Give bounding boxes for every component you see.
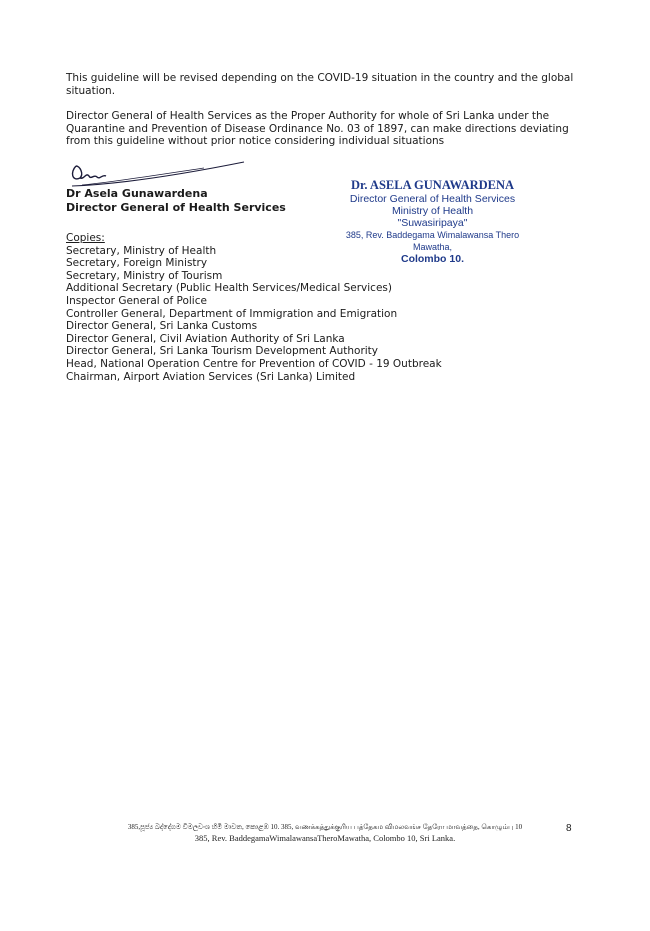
copy-recipient: Director General, Sri Lanka Customs — [66, 320, 258, 333]
revision-paragraph: This guideline will be revised depending on the COVID-19 situation in the country and the global situation. — [66, 72, 574, 97]
copies-heading: Copies: — [66, 232, 105, 244]
copy-recipient: Director General, Civil Aviation Authority of Sri Lanka — [66, 332, 345, 345]
footer-address-local: 385,පූජ්‍ය බද්දේගම විමලවංශ හිමි මාවත, කොළඹ 10. 385, வணக்கத்துக்குரிய பத்தேகம விமலவங்ச தேரோ மாவத்தை, கொழும்பு 10 — [127, 823, 523, 831]
stamp-name: Dr. ASELA GUNAWARDENA — [350, 178, 515, 192]
stamp-line: "Suwasiripaya" — [397, 217, 468, 229]
page-number: 8 — [566, 823, 572, 834]
stamp-address: 385, Rev. Baddegama Wimalawansa Thero Mawatha, — [345, 230, 520, 252]
copy-recipient: Director General, Sri Lanka Tourism Development Authority — [66, 345, 379, 358]
stamp-line: Ministry of Health — [391, 205, 474, 217]
stamp-city: Colombo 10. — [400, 253, 464, 265]
copy-recipient: Head, National Operation Centre for Prevention of COVID - 19 Outbreak — [66, 357, 442, 370]
page-footer — [80, 822, 570, 844]
footer-address-english: 385, Rev. BaddegamaWimalawansaTheroMawatha, Colombo 10, Sri Lanka. — [194, 833, 456, 843]
copy-recipient: Secretary, Ministry of Health — [66, 244, 217, 257]
copy-recipient: Chairman, Airport Aviation Services (Sri Lanka) Limited — [66, 370, 356, 383]
copy-recipient: Secretary, Ministry of Tourism — [66, 269, 223, 282]
copy-recipient: Inspector General of Police — [66, 294, 207, 307]
copy-recipient: Additional Secretary (Public Health Services/Medical Services) — [66, 282, 392, 295]
copies-list — [66, 232, 442, 383]
stamp-line: Director General of Health Services — [349, 193, 516, 205]
signer-title: Director General of Health Services — [66, 201, 286, 214]
signer-name: Dr Asela Gunawardena — [66, 187, 208, 200]
authority-paragraph: Director General of Health Services as the Proper Authority for whole of Sri Lanka under the Quarantine and Prevention of Disease Ordinance No. 03 of 1897, can make directions deviating from this guideline without prior notice considering individual situations — [66, 110, 569, 147]
copy-recipient: Secretary, Foreign Ministry — [66, 257, 208, 270]
copy-recipient: Controller General, Department of Immigration and Emigration — [66, 307, 398, 320]
signer-block — [66, 187, 286, 215]
